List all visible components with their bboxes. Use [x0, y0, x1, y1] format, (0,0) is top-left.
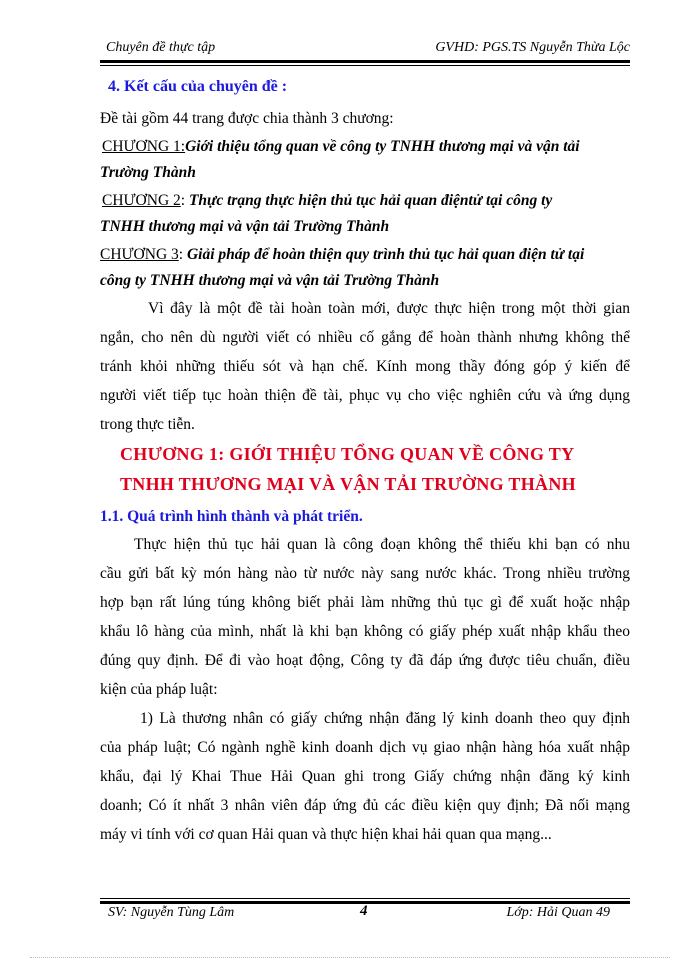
header-right: GVHD: PGS.TS Nguyễn Thừa Lộc: [435, 40, 630, 55]
chapter1-desc-1: Giới thiệu tổng quan về công ty TNHH thương mại và vận tải: [185, 138, 580, 155]
chapter1-label: CHƯƠNG 1:: [102, 138, 186, 155]
paragraph-line: khẩu lô hàng của mình, nhất là khi bạn không có giấy phép xuất nhập khẩu theo: [100, 623, 630, 640]
chapter2-desc-2: TNHH thương mại và vận tải Trường Thành: [100, 218, 390, 235]
paragraph-line: tránh khỏi những thiếu sót và hạn chế. Kính mong thầy đóng góp ý kiến để: [100, 358, 630, 375]
paragraph-line: ngắn, cho nên dù người viết có nhiều cố gắng để hoàn thành nhưng không thể: [100, 329, 630, 346]
subsection-heading: 1.1. Quá trình hình thành và phát triển.: [100, 508, 363, 525]
paragraph-line: cầu gửi bất kỳ món hàng nào từ nước này sang nước khác. Trong nhiều trường: [100, 565, 630, 582]
header-rule: [100, 60, 630, 66]
chapter2-label: CHƯƠNG 2: [102, 192, 181, 209]
paragraph-line: đúng quy định. Để đi vào hoạt động, Công ty đã đáp ứng được tiêu chuẩn, điều: [100, 652, 630, 669]
header-left: Chuyên đề thực tập: [106, 40, 216, 55]
page-header: [100, 38, 630, 60]
list-item-line: 1) Là thương nhân có giấy chứng nhận đăng lý kinh doanh theo quy định: [140, 710, 630, 727]
paragraph-line: Vì đây là một đề tài hoàn toàn mới, được thực hiện trong một thời gian: [148, 300, 630, 317]
chapter-title-line-1: CHƯƠNG 1: GIỚI THIỆU TỔNG QUAN VỀ CÔNG TY: [120, 444, 575, 464]
paragraph-line: kiện của pháp luật:: [100, 681, 218, 698]
footer-student: SV: Nguyễn Tùng Lâm: [108, 905, 235, 920]
page-number: 4: [360, 903, 368, 919]
chapter2-desc-1: Thực trạng thực hiện thủ tục hải quan điệntử tại công ty: [188, 192, 553, 209]
list-item-line: máy vi tính với cơ quan Hải quan và thực hiện khai hải quan qua mạng...: [100, 826, 552, 843]
chapter-title-line-2: TNHH THƯƠNG MẠI VÀ VẬN TẢI TRƯỜNG THÀNH: [120, 474, 576, 494]
paragraph-line: người viết tiếp tục hoàn thiện đề tài, phục vụ cho việc nghiên cứu và ứng dụng: [100, 387, 630, 404]
paragraph-line: Thực hiện thủ tục hải quan là công đoạn không thể thiếu khi bạn có nhu: [134, 536, 630, 553]
footer-class: Lớp: Hải Quan 49: [506, 905, 610, 920]
chapter2-summary: [102, 192, 552, 210]
chapter3-desc-2: công ty TNHH thương mại và vận tải Trường Thành: [100, 272, 440, 289]
page-bottom-divider: [30, 957, 670, 958]
chapter3-summary: [100, 246, 584, 264]
chapter1-summary: [102, 138, 580, 156]
list-item-line: khẩu, đại lý Khai Thue Hải Quan ghi trong Giấy chứng nhận đăng ký kinh: [100, 768, 630, 785]
paragraph-line: trong thực tiễn.: [100, 416, 195, 433]
section-heading: 4. Kết cấu của chuyên đề :: [108, 78, 288, 95]
chapter2-colon: :: [180, 192, 189, 209]
page-footer: [100, 903, 630, 923]
chapter3-desc-1: Giải pháp để hoàn thiện quy trình thủ tục hải quan điện tử tại: [186, 246, 585, 263]
intro-text: Đề tài gồm 44 trang được chia thành 3 chương:: [100, 110, 394, 127]
chapter3-label: CHƯƠNG 3: [100, 246, 179, 263]
chapter1-desc-2: Trường Thành: [100, 164, 196, 181]
list-item-line: của pháp luật; Có ngành nghề kinh doanh dịch vụ giao nhận hàng hóa xuất nhập: [100, 739, 630, 756]
list-item-line: doanh; Có ít nhất 3 nhân viên đáp ứng đủ các điều kiện quy định; Đã nối mạng: [100, 797, 630, 814]
chapter3-colon: :: [178, 246, 187, 263]
paragraph-line: hợp bạn rất lúng túng không biết phải làm những thủ tục gì để xuất hoặc nhập: [100, 594, 630, 611]
